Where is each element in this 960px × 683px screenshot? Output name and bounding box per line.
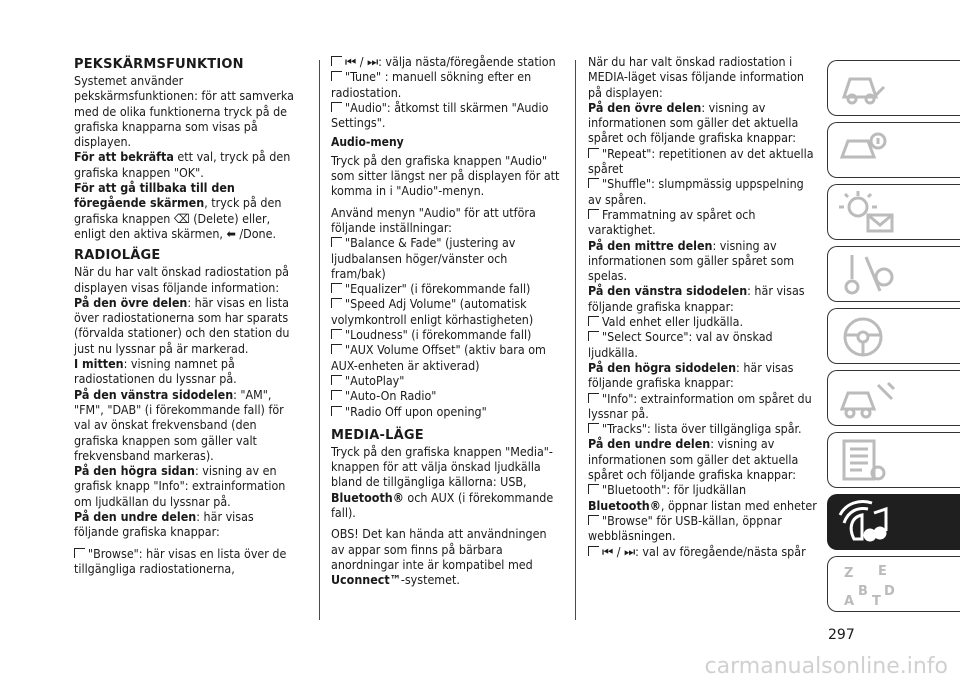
bullet-item xyxy=(331,373,563,388)
alphabet-index-icon xyxy=(838,561,898,609)
bullet-marker-icon xyxy=(331,329,342,339)
paragraph xyxy=(74,295,296,356)
paragraph-text: -systemet. xyxy=(400,572,460,588)
paragraph-text: : här visas följande grafiska knappar: xyxy=(74,509,254,540)
bullet-marker-icon xyxy=(588,209,599,219)
svg-text:D: D xyxy=(884,584,895,599)
column-3 xyxy=(588,54,820,559)
bullet-marker-icon xyxy=(588,178,599,188)
svg-text:T: T xyxy=(872,594,881,609)
bullet-item xyxy=(588,391,820,422)
bullet-item xyxy=(331,342,563,373)
tab-document-list[interactable] xyxy=(827,432,960,488)
bullet-text: "Bluetooth": för ljudkällan xyxy=(602,482,747,498)
bold-lead: För att bekräfta xyxy=(74,149,174,165)
paragraph xyxy=(74,356,296,387)
section-title-radio: RADIOLÄGE xyxy=(74,248,161,264)
bullet-item xyxy=(588,544,820,559)
bullet-text: "Balance & Fade" (justering av ljudbalansen höger/vänster och fram/bak) xyxy=(331,235,516,281)
bullet-item xyxy=(331,296,563,327)
paragraph xyxy=(74,509,296,540)
lights-mail-icon xyxy=(838,189,898,237)
tab-car-dashboard[interactable] xyxy=(827,60,960,116)
paragraph: Systemet använder pekskärmsfunktionen: för att samverka med de olika funktionerna tryck på de grafiska knapparna som visas på displayen. xyxy=(74,73,294,150)
bullet-text: "AutoPlay" xyxy=(345,372,405,388)
paragraph-text: : här visas följande grafiska knappar: xyxy=(588,283,805,314)
paragraph-text: : visning namnet på radiostationen du lyssnar på. xyxy=(74,356,237,387)
bullet-item xyxy=(331,281,563,296)
section-title-media: MEDIA-LÄGE xyxy=(331,427,424,443)
bold-lead: I mitten xyxy=(74,356,124,372)
paragraph xyxy=(331,444,563,520)
paragraph xyxy=(588,283,820,314)
bullet-text: "Auto-On Radio" xyxy=(345,388,437,404)
svg-text:Z: Z xyxy=(844,566,854,581)
bullet-marker-icon xyxy=(588,515,599,525)
bullet-text: "Equalizer" (i förekommande fall) xyxy=(345,281,531,297)
paragraph xyxy=(588,436,820,482)
paragraph: När du har valt önskad radiostation i MEDIA-läget visas följande information på displayen: xyxy=(588,54,804,100)
paragraph: Använd menyn "Audio" för att utföra följande inställningar: xyxy=(331,204,536,235)
bullet-text: , öppnar listan med enheter xyxy=(660,497,817,513)
bold-lead: På den mittre delen xyxy=(588,237,713,253)
tab-car-maintenance[interactable] xyxy=(827,370,960,426)
bullet-item xyxy=(588,146,820,177)
paragraph xyxy=(74,387,296,463)
paragraph: Tryck på den grafiska knappen "Audio" som sitter längst ner på displayen för att komma in i "Audio"-menyn. xyxy=(331,152,560,199)
bullet-marker-icon xyxy=(331,390,342,400)
bold-lead: På den högra sidan xyxy=(74,463,195,479)
bullet-item xyxy=(331,69,563,100)
bullet-text: "Shuffle": slumpmässig uppspelning av spåren. xyxy=(588,176,804,207)
bold-brand: Bluetooth® xyxy=(588,497,661,513)
document-list-icon xyxy=(838,437,888,485)
bullet-item xyxy=(331,388,563,403)
tab-steering-wheel[interactable] xyxy=(827,308,960,364)
bullet-text: ⏮ / ⏭: välja nästa/föregående station xyxy=(345,54,556,69)
paragraph xyxy=(331,526,563,587)
bullet-marker-icon xyxy=(588,331,599,341)
paragraph: När du har valt önskad radiostation på displayen visas följande information: xyxy=(74,264,290,295)
paragraph-text: : visning av informationen som gäller spåret som spelas. xyxy=(588,237,795,284)
bullet-marker-icon xyxy=(588,546,599,556)
bold-lead: På den högra sidodelen xyxy=(588,359,737,375)
section-title-touchscreen: PEKSKÄRMSFUNKTION xyxy=(74,57,244,72)
bold-lead: På den vänstra sidodelen xyxy=(588,283,748,299)
bullet-item xyxy=(331,100,563,131)
bullet-text: "Tune" : manuell sökning efter en radiostation. xyxy=(331,69,532,100)
bullet-marker-icon xyxy=(588,316,599,326)
steering-wheel-icon xyxy=(838,313,888,361)
page-number: 297 xyxy=(828,627,855,643)
bullet-marker-icon xyxy=(331,283,342,293)
bullet-marker-icon xyxy=(331,56,342,66)
paragraph-text: : här visas en lista över radiostationerna som har sparats (förvalda stationer) och den station du just nu lyssnar på är markerad. xyxy=(74,294,290,356)
bullet-text: "Select Source": val av önskad ljudkälla. xyxy=(588,329,773,360)
bullet-text: Frammatning av spåret och varaktighet. xyxy=(588,206,756,238)
paragraph-text: och AUX (i förekommande fall). xyxy=(331,489,554,521)
bullet-marker-icon xyxy=(331,298,342,308)
bold-lead: På den undre delen xyxy=(588,436,711,452)
multimedia-active-icon xyxy=(838,499,898,547)
bullet-marker-icon xyxy=(588,484,599,494)
bullet-text: "AUX Volume Offset" (aktiv bara om AUX-enheten är aktiverad) xyxy=(331,342,546,373)
bullet-text: ⏮ / ⏭: val av föregående/nästa spår xyxy=(602,543,806,559)
bullet-item xyxy=(588,513,820,544)
svg-text:B: B xyxy=(858,584,868,599)
bullet-text: "Speed Adj Volume" (automatisk volymkontroll enligt körhastigheten) xyxy=(331,296,534,327)
bullet-marker-icon xyxy=(588,423,599,433)
paragraph xyxy=(588,238,820,284)
bullet-item xyxy=(588,176,820,207)
bullet-marker-icon xyxy=(331,237,342,247)
bullet-item xyxy=(588,314,820,329)
bullet-text: "Repeat": repetitionen av det aktuella spåret xyxy=(588,145,814,177)
tab-alphabet-index[interactable] xyxy=(827,556,960,612)
paragraph-text: : här visas följande grafiska knappar: xyxy=(588,359,794,391)
bullet-text: "Radio Off upon opening" xyxy=(345,403,487,419)
tab-multimedia-active[interactable] xyxy=(827,494,960,550)
bullet-marker-icon xyxy=(331,102,342,112)
column-divider xyxy=(319,60,320,620)
tab-car-info[interactable] xyxy=(827,122,960,178)
paragraph xyxy=(588,360,820,391)
column-divider xyxy=(575,60,576,620)
paragraph-text: , tryck på den grafiska knappen ⌫ (Delete) eller, enligt den aktiva skärmen, ⬅ /Done. xyxy=(74,195,282,241)
bullet-item xyxy=(588,207,820,238)
bold-lead: På den undre delen xyxy=(74,509,197,525)
bullet-item xyxy=(331,327,563,342)
bullet-text: "Browse" för USB-källan, öppnar webbläsningen. xyxy=(588,512,782,544)
bullet-marker-icon xyxy=(331,71,342,81)
bullet-item xyxy=(588,482,820,513)
subheading-audio-menu: Audio-meny xyxy=(331,135,404,150)
paragraph-text: : visning av informationen som gäller det aktuella spåret och följande grafiska knappar: xyxy=(588,436,799,483)
paragraph-text: Tryck på den grafiska knappen "Media"-knappen för att välja önskad ljudkälla bland de tillgängliga källorna: USB, xyxy=(331,443,553,490)
tab-safety-wrench[interactable] xyxy=(827,246,960,302)
column-2 xyxy=(331,54,563,588)
paragraph-text: : visning av en grafisk knapp "Info": extrainformation om ljudkällan du lyssnar på. xyxy=(74,463,286,509)
bold-lead: På den övre delen xyxy=(588,99,702,115)
bullet-marker-icon xyxy=(588,393,599,403)
bullet-item xyxy=(331,235,563,281)
bullet-item xyxy=(331,404,563,419)
paragraph xyxy=(74,180,296,241)
bullet-item xyxy=(588,329,820,360)
bold-brand: Bluetooth® xyxy=(331,489,404,505)
svg-text:E: E xyxy=(878,564,887,579)
safety-wrench-icon xyxy=(838,251,898,299)
paragraph-text: ett val, tryck på den grafiska knappen "OK". xyxy=(74,149,291,180)
bullet-item xyxy=(588,421,820,436)
bullet-marker-icon xyxy=(588,148,599,158)
bold-lead: På den vänstra sidodelen xyxy=(74,386,234,402)
bullet-text: "Loudness" (i förekommande fall) xyxy=(345,327,532,343)
bullet-text: "Browse": här visas en lista över de tillgängliga radiostationerna, xyxy=(74,545,287,576)
car-dashboard-icon xyxy=(838,65,888,109)
paragraph-text: OBS! Det kan hända att användningen av appar som finns på bärbara anordningar inte är kompatibel med xyxy=(331,526,547,572)
bullet-item xyxy=(331,54,563,69)
bullet-text: "Audio": åtkomst till skärmen "Audio Settings". xyxy=(331,99,549,131)
paragraph-text: : visning av informationen som gäller det aktuella spåret och följande grafiska knappar: xyxy=(588,99,799,146)
car-maintenance-icon xyxy=(838,375,898,423)
bold-lead: På den övre delen xyxy=(74,294,188,310)
bold-brand: Uconnect™ xyxy=(331,572,401,588)
tab-lights-mail[interactable] xyxy=(827,184,960,240)
paragraph-text: : "AM", "FM", "DAB" (i förekommande fall) för val av önskat frekvensband (den grafiska knappen som gäller valt frekvensband markeras). xyxy=(74,386,284,463)
bullet-text: "Tracks": lista över tillgängliga spår. xyxy=(602,421,802,437)
bullet-text: "Info": extrainformation om spåret du lyssnar på. xyxy=(588,390,812,421)
bold-lead: För att gå tillbaka till den föregående skärmen xyxy=(74,180,235,211)
svg-text:A: A xyxy=(844,594,855,609)
watermark-footer: carmanualsonline.info xyxy=(704,654,948,679)
paragraph xyxy=(74,463,296,509)
car-info-icon xyxy=(838,127,888,171)
paragraph xyxy=(588,100,820,146)
column-1 xyxy=(74,54,296,576)
bullet-marker-icon xyxy=(331,375,342,385)
bullet-marker-icon xyxy=(331,406,342,416)
bullet-marker-icon xyxy=(74,548,85,558)
bullet-item xyxy=(74,546,296,577)
paragraph xyxy=(74,149,296,180)
bullet-text: Vald enhet eller ljudkälla. xyxy=(602,314,743,330)
bullet-marker-icon xyxy=(331,344,342,354)
